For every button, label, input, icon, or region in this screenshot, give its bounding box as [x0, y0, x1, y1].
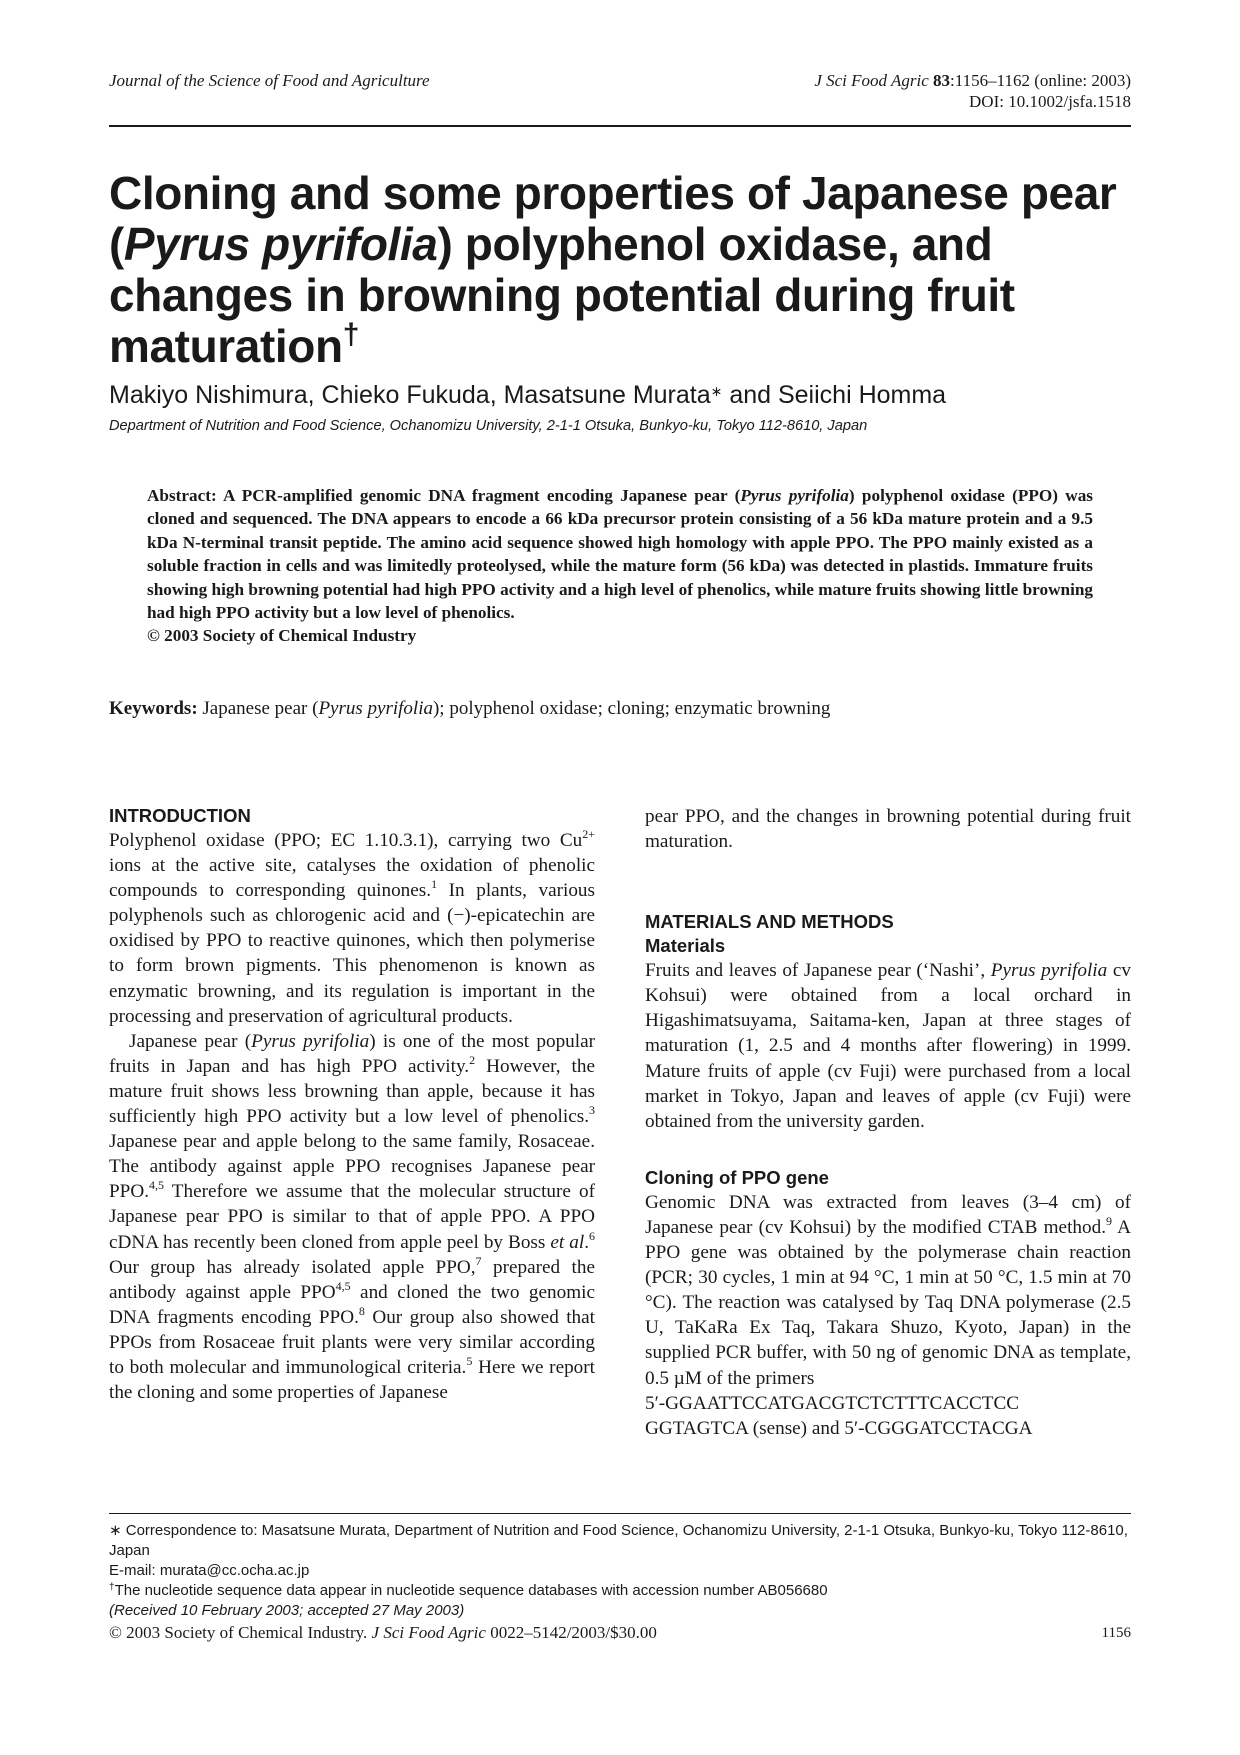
footnotes	[109, 1521, 1131, 1621]
footer-journal: J Sci Food Agric	[371, 1623, 486, 1642]
citation-ref: 6	[589, 1228, 595, 1243]
footer-copyright: © 2003 Society of Chemical Industry.	[109, 1623, 372, 1642]
title-dagger: †	[342, 318, 359, 351]
methods-heading: MATERIALS AND METHODS	[645, 911, 894, 933]
intro-paragraph-2: Japanese pear (Pyrus pyrifolia) is one of the most popular fruits in Japan and has high PPO activity.$^2$ However, the mature fruit shows less browning than apple, because it has sufficiently high PPO activity but a low level of phenolics.$^3$ Japanese pear and apple belong to the same family, Rosaceae. The antibody against apple PPO recognises Japanese pear PPO.$^{4,5}$ Therefore we assume that the molecular structure of Japanese pear PPO is similar to that of apple PPO. A PPO cDNA has recently been cloned from apple peel by Boss et al.$^6$ Our group has already isolated apple PPO,$^7$ prepared the antibody against apple PPO$^{4,5}$ and cloned the two genomic DNA fragments encoding PPO.$^8$ Our group also showed that PPOs from Rosaceae fruit plants were very similar according to both molecular and immunological criteria.$^5$ Here we report the cloning and some properties of Japanese	[109, 1030, 596, 1404]
right-column	[645, 804, 1131, 1441]
citation-pages: :1156–1162 (online: 2003)	[950, 71, 1131, 90]
section-spacer	[645, 854, 1131, 910]
doi: DOI: 10.1002/jsfa.1518	[969, 92, 1131, 111]
materials-paragraph: Fruits and leaves of Japanese pear (‘Nashi’, Pyrus pyrifolia cv Kohsui) were obtained from a local orchard in Higashimatsuyama, Saitama-ken, Japan at three stages of maturation (1, 2.5 and 4 months after flowering) in 1999. Mature fruits of apple (cv Fuji) were purchased from a local market in Tokyo, Japan and leaves of apple (cv Fuji) were obtained from the university garden.	[645, 960, 1131, 1132]
citation-ref: 4,5	[335, 1278, 351, 1293]
abstract-text: Abstract: A PCR-amplified genomic DNA fragment encoding Japanese pear (Pyrus pyrifolia) polyphenol oxidase (PPO) was cloned and sequenced. The DNA appears to encode a 66 kDa precursor protein consisting of a 56 kDa mature protein and a 9.5 kDa N-terminal transit peptide. The amino acid sequence showed high homology with apple PPO. The PPO mainly existed as a soluble fraction in cells and was limitedly proteolysed, while the mature form (56 kDa) was detected in plastids. Immature fruits showing high browning potential had high PPO activity and a high level of phenolics, while mature fruits showing little browning had high PPO activity but a low level of phenolics.	[147, 486, 1093, 623]
correspondence-note: ∗ Correspondence to: Masatsune Murata, Department of Nutrition and Food Science, Ochanomizu University, 2-1-1 Otsuka, Bunkyo-ku, Tokyo 112-8610, Japan	[109, 1522, 1128, 1559]
citation-line	[814, 70, 1131, 91]
footnote-divider	[109, 1513, 1131, 1514]
footer-issn: 0022–5142/2003/$30.00	[485, 1623, 657, 1642]
running-header	[109, 70, 1131, 127]
citation-ref: 3	[589, 1103, 595, 1118]
received-note: (Received 10 February 2003; accepted 27 May 2003)	[109, 1602, 465, 1619]
section-spacer	[645, 1134, 1131, 1166]
page-footer	[109, 1622, 1131, 1644]
left-column	[109, 804, 595, 1405]
citation-journal: J Sci Food Agric	[814, 71, 929, 90]
sequence-note: †The nucleotide sequence data appear in nucleotide sequence databases with accession number AB056680	[109, 1582, 828, 1599]
citation-ref: 4,5	[149, 1178, 164, 1193]
article-title: Cloning and some properties of Japanese pear (Pyrus pyrifolia) polyphenol oxidase, and changes in browning potential during fruit maturation†	[109, 167, 1117, 372]
primer-sequence-2: GGTAGTCA (sense) and 5′-CGGGATCCTACGA	[645, 1417, 1033, 1439]
materials-heading: Materials	[645, 935, 726, 957]
intro-paragraph-1: Polyphenol oxidase (PPO; EC 1.10.3.1), carrying two $Cu^{2+}$ ions at the active site, catalyses the oxidation of phenolic compounds to corresponding quinones.$^1$ In plants, various polyphenols such as chlorogenic acid and (−)-epicatechin are oxidised by PPO to reactive quinones, which then polymerise to form brown pigments. This phenomenon is known as enzymatic browning, and its regulation is important in the processing and preservation of agricultural products.	[109, 827, 595, 1027]
abstract-species: Pyrus pyrifolia	[740, 486, 849, 505]
cloning-heading: Cloning of PPO gene	[645, 1166, 829, 1188]
citation-ref: 5	[466, 1353, 473, 1368]
primer-sequence-1: 5′-GGAATTCCATGACGTCTCTTTCACCTCC	[645, 1392, 1020, 1414]
citation-info	[814, 70, 1131, 112]
citation-ref: 7	[475, 1253, 482, 1268]
citation-ref: 2	[469, 1052, 476, 1067]
citation-volume: 83	[933, 71, 950, 90]
citation-ref: 1	[431, 877, 438, 892]
intro-continuation: pear PPO, and the changes in browning potential during fruit maturation.	[645, 806, 1131, 853]
keywords-label: Keywords:	[109, 698, 198, 719]
page-number: 1156	[1101, 1625, 1131, 1641]
corresponding-mark: ∗	[710, 383, 723, 399]
affiliation: Department of Nutrition and Food Science, Ochanomizu University, 2-1-1 Otsuka, Bunkyo-ku, Tokyo 112-8610, Japan	[109, 418, 868, 434]
keywords-species: Pyrus pyrifolia	[318, 698, 433, 719]
introduction-heading: INTRODUCTION	[109, 805, 251, 826]
cloning-paragraph: Genomic DNA was extracted from leaves (3–4 cm) of Japanese pear (cv Kohsui) by the modified CTAB method.$^9$ A PPO gene was obtained by the polymerase chain reaction (PCR; 30 cycles, 1 min at 94 °C, 1 min at 50 °C, 1.5 min at 70 °C). The reaction was catalysed by Taq DNA polymerase (2.5 U, TaKaRa Ex Taq, Takara Shuzo, Kyoto, Japan) in the supplied PCR buffer, with 50 ng of genomic DNA as template, 0.5 µM of the primers	[645, 1191, 1131, 1389]
citation-ref: 9	[1106, 1213, 1112, 1228]
email-note: E-mail: murata@cc.ocha.ac.jp	[109, 1562, 310, 1579]
citation-ref: 8	[358, 1303, 365, 1318]
journal-name: Journal of the Science of Food and Agriculture	[109, 71, 430, 90]
keywords: Keywords: Japanese pear (Pyrus pyrifolia); polyphenol oxidase; cloning; enzymatic browning	[109, 698, 831, 719]
abstract-copyright: © 2003 Society of Chemical Industry	[147, 626, 417, 646]
abstract	[147, 484, 1093, 648]
author-list: Makiyo Nishimura, Chieko Fukuda, Masatsune Murata∗ and Seiichi Homma	[109, 381, 947, 409]
paper-page	[109, 0, 1131, 1755]
title-species: Pyrus pyrifolia	[123, 218, 438, 270]
